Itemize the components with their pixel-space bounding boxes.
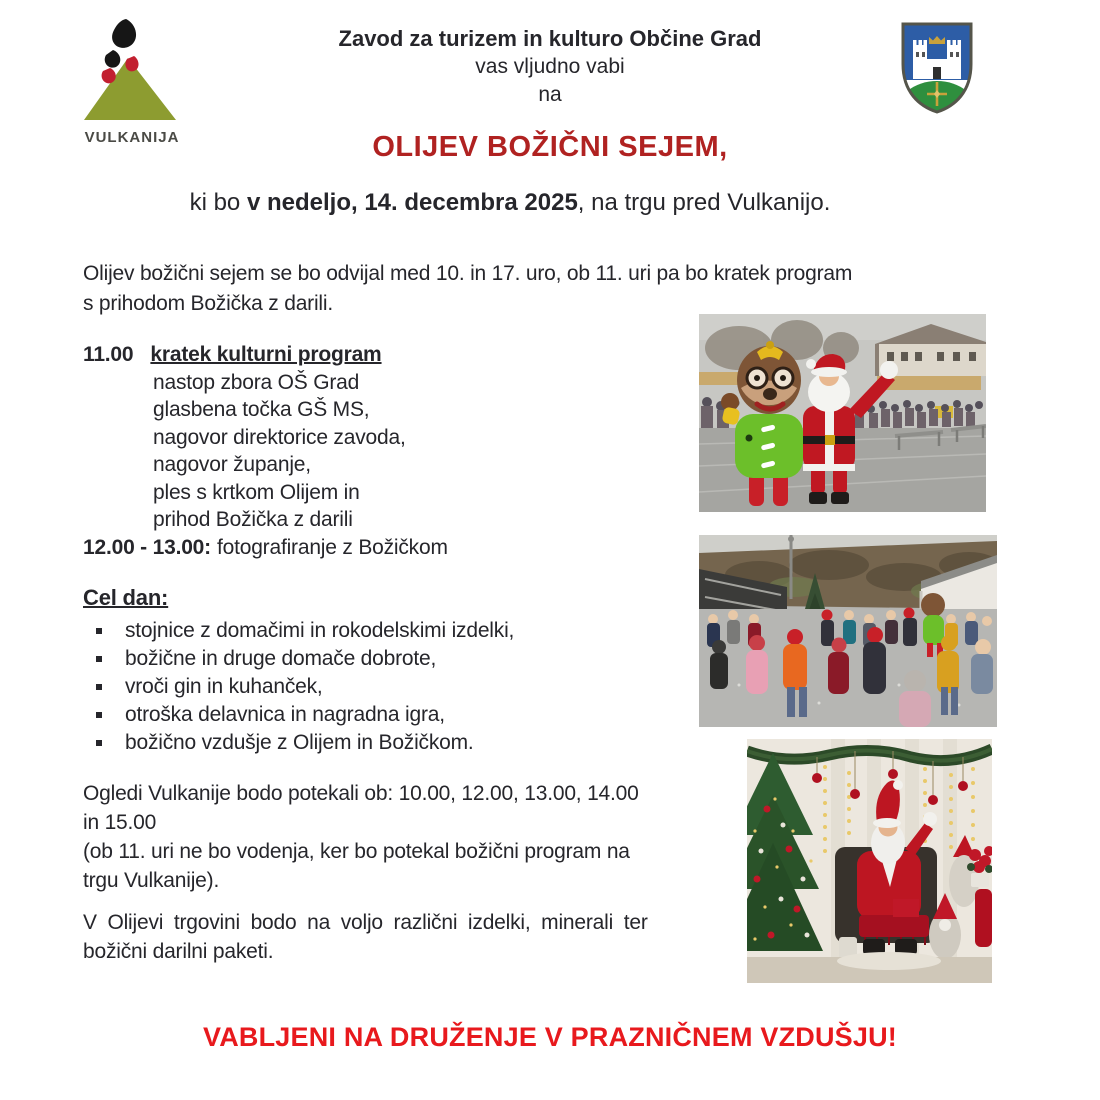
org-name-line: Zavod za turizem in kulturo Občine Grad [338,26,762,51]
schedule-time: 11.00 [83,343,134,366]
tours-line: trgu Vulkanije). [83,869,220,892]
bullet-square-icon [96,740,102,746]
closing-invitation: VABLJENI NA DRUŽENJE V PRAZNIČNEM VZDUŠJU! [203,1022,897,1052]
grad-coat-of-arms [894,18,980,118]
program-item: nagovor županje, [153,453,311,476]
photo-santa-indoor [747,739,992,983]
tours-line: in 15.00 [83,811,157,834]
list-item-label: otroška delavnica in nagradna igra, [125,703,445,726]
intro-line: Olijev božični sejem se bo odvijal med 10. in 17. uro, ob 11. uri pa bo kratek program [83,262,853,285]
program-item: prihod Božička z darili [153,508,353,531]
program-item: ples s krtkom Olijem in [153,480,360,504]
date-prefix: ki bo [189,189,247,216]
photo-santa-mascot-square [699,314,986,512]
photo-session-activity: fotografiranje z Božičkom [216,535,448,559]
logo-label: VULKANIJA [84,129,180,146]
list-item [83,673,514,701]
list-item [83,645,514,673]
program-item: nastop zbora OŠ Grad [153,370,360,394]
event-date-line [0,189,1020,217]
program-header-line [83,341,448,369]
bullet-square-icon [96,684,102,690]
list-item-label: stojnice z domačimi in rokodelskimi izdelki, [125,619,515,642]
all-day-list [83,617,514,757]
list-item [83,729,514,757]
date-suffix: , na trgu pred Vulkanijo. [577,189,831,216]
photo-session-line [83,534,448,562]
bullet-square-icon [96,656,102,662]
list-item-label: božične in druge domače dobrote, [125,647,437,670]
intro-line: s prihodom Božička z darili. [83,292,333,315]
photo-children-dancing [699,535,997,727]
program-item: nagovor direktorice zavoda, [153,425,406,449]
preposition-line: na [538,83,562,106]
program-schedule [83,341,448,561]
tours-paragraph [83,779,639,895]
all-day-heading: Cel dan: [83,585,169,610]
tours-line: Ogledi Vulkanije bodo potekali ob: 10.00, 12.00, 13.00, 14.00 [83,782,639,805]
date-bold: v nedeljo, 14. decembra 2025 [246,189,578,216]
shop-paragraph [83,908,745,966]
list-item [83,701,514,729]
invitation-line: vas vljudno vabi [475,55,625,78]
event-title: OLIJEV BOŽIČNI SEJEM, [372,131,728,163]
intro-paragraph [83,259,852,319]
list-item-label: vroči gin in kuhanček, [125,675,323,698]
list-item-label: božično vzdušje z Olijem in Božičkom. [125,731,474,754]
shop-line: božični darilni paketi. [83,940,274,963]
list-item [83,617,514,645]
tours-line: (ob 11. uri ne bo vodenja, ker bo potekal božični program na [83,840,630,863]
program-heading: kratek kulturni program [150,343,382,366]
bullet-square-icon [96,712,102,718]
shop-line: V Olijevi trgovini bodo na voljo različni izdelki, minerali ter [83,911,648,934]
schedule-time: 12.00 - 13.00: [83,535,211,559]
bullet-square-icon [96,628,102,634]
program-item: glasbena točka GŠ MS, [153,398,370,421]
